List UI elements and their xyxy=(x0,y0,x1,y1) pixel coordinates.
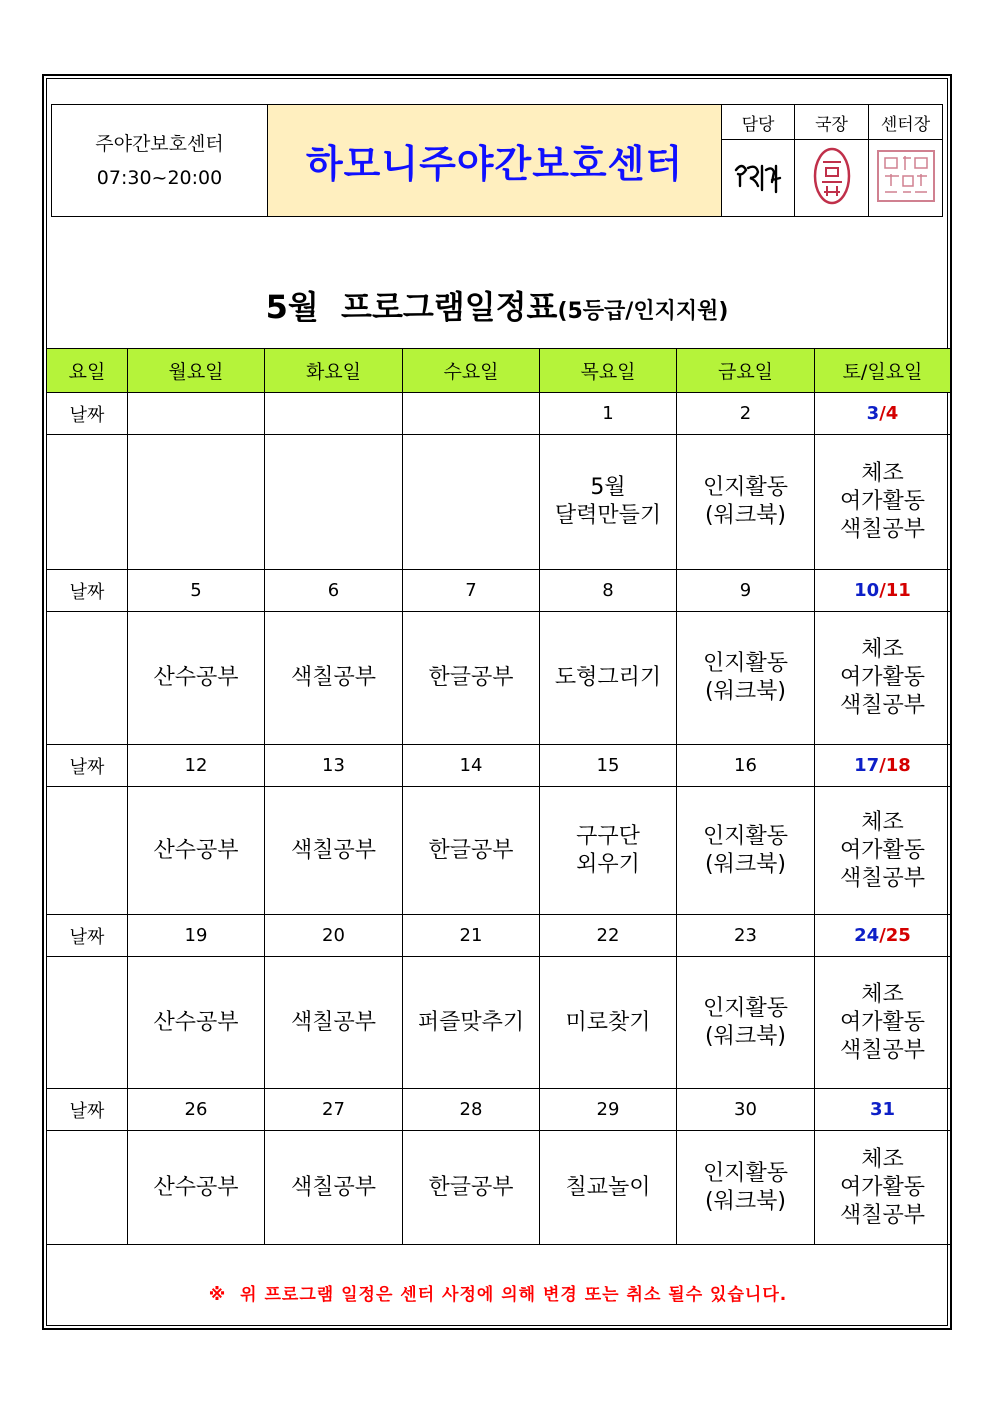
operating-hours: 07:30~20:00 xyxy=(96,166,223,189)
program-text: 체조 xyxy=(861,809,904,835)
sunday-date: 25 xyxy=(885,925,911,946)
program-cell xyxy=(815,435,951,570)
date-row xyxy=(47,1089,951,1131)
program-cell xyxy=(815,787,951,915)
date-row xyxy=(47,745,951,787)
date-separator: / xyxy=(879,755,886,776)
signature-image xyxy=(730,156,786,196)
program-cell xyxy=(677,1131,815,1245)
program-text: 체조 xyxy=(861,637,904,662)
program-cell xyxy=(265,435,403,570)
program-text: 5월 xyxy=(590,475,626,500)
program-text: 여가활동 xyxy=(839,1174,925,1200)
program-row xyxy=(47,435,951,570)
date-cell: 21 xyxy=(403,915,540,957)
sunday-date: 11 xyxy=(885,580,911,601)
saturday-date: 24 xyxy=(854,925,880,946)
program-row-label xyxy=(47,1131,128,1245)
date-row-label: 날짜 xyxy=(47,570,128,612)
center-info xyxy=(52,105,268,217)
date-cell xyxy=(265,393,403,435)
program-cell xyxy=(677,957,815,1089)
saturday-date: 17 xyxy=(854,755,880,776)
header-table xyxy=(51,104,943,217)
program-cell xyxy=(403,612,540,745)
weekend-date-cell xyxy=(815,1089,951,1131)
sunday-date: 4 xyxy=(885,403,899,424)
date-cell: 2 xyxy=(677,393,815,435)
date-row xyxy=(47,393,951,435)
program-cell xyxy=(540,612,677,745)
date-cell: 12 xyxy=(128,745,265,787)
program-cell xyxy=(128,1131,265,1245)
saturday-date: 3 xyxy=(866,403,880,424)
program-text: 색칠공부 xyxy=(839,517,925,542)
sunday-date: 18 xyxy=(885,755,911,776)
program-cell xyxy=(128,787,265,915)
program-cell xyxy=(815,612,951,745)
approval-label-director: 국장 xyxy=(795,105,869,140)
date-cell: 8 xyxy=(540,570,677,612)
approval-label-staff: 담당 xyxy=(722,105,795,140)
col-header-thursday: 목요일 xyxy=(540,349,677,393)
program-cell xyxy=(403,957,540,1089)
program-cell xyxy=(540,787,677,915)
program-text: 색칠공부 xyxy=(839,865,925,891)
program-text: (워크북) xyxy=(705,1023,786,1049)
program-cell xyxy=(677,787,815,915)
saturday-date: 10 xyxy=(854,580,880,601)
program-cell xyxy=(265,612,403,745)
program-text: 산수공부 xyxy=(153,1174,239,1200)
date-row-label: 날짜 xyxy=(47,745,128,787)
date-cell: 23 xyxy=(677,915,815,957)
center-head-stamp xyxy=(869,140,943,217)
square-seal-stamp xyxy=(875,148,937,204)
date-separator: / xyxy=(879,925,886,946)
date-cell: 15 xyxy=(540,745,677,787)
date-cell: 9 xyxy=(677,570,815,612)
program-text: 한글공부 xyxy=(428,837,514,863)
program-text: 색칠공부 xyxy=(290,665,376,690)
program-cell xyxy=(128,435,265,570)
date-cell: 30 xyxy=(677,1089,815,1131)
col-header-weekend: 토/일요일 xyxy=(815,349,951,393)
col-header-wednesday: 수요일 xyxy=(403,349,540,393)
program-text: 색칠공부 xyxy=(839,1037,925,1063)
program-text: 산수공부 xyxy=(153,665,239,690)
title-main: 5월 프로그램일정표 xyxy=(265,288,558,326)
program-row xyxy=(47,957,951,1089)
date-cell: 5 xyxy=(128,570,265,612)
program-text: 한글공부 xyxy=(428,665,514,690)
program-cell xyxy=(677,435,815,570)
program-text: 퍼즐맞추기 xyxy=(417,1009,525,1035)
weekend-date-cell xyxy=(815,745,951,787)
date-cell: 13 xyxy=(265,745,403,787)
program-text: 인지활동 xyxy=(702,475,788,500)
program-cell xyxy=(403,787,540,915)
date-row xyxy=(47,570,951,612)
date-cell xyxy=(128,393,265,435)
program-text: 인지활동 xyxy=(702,651,788,676)
program-row-label xyxy=(47,787,128,915)
col-header-tuesday: 화요일 xyxy=(265,349,403,393)
col-header-monday: 월요일 xyxy=(128,349,265,393)
program-text: 여가활동 xyxy=(839,837,925,863)
program-row xyxy=(47,787,951,915)
program-cell xyxy=(265,1131,403,1245)
approval-label-center-head: 센터장 xyxy=(869,105,943,140)
program-text: 한글공부 xyxy=(428,1174,514,1200)
program-text: 체조 xyxy=(861,461,904,486)
program-cell xyxy=(265,787,403,915)
date-cell: 6 xyxy=(265,570,403,612)
program-row-label xyxy=(47,435,128,570)
date-cell: 16 xyxy=(677,745,815,787)
program-text: 미로찾기 xyxy=(565,1009,651,1035)
program-text: 인지활동 xyxy=(702,995,788,1021)
date-separator: / xyxy=(879,580,886,601)
program-cell xyxy=(540,957,677,1089)
schedule-table xyxy=(46,348,951,1245)
program-text: 산수공부 xyxy=(153,837,239,863)
col-header-label: 요일 xyxy=(47,349,128,393)
program-text: 여가활동 xyxy=(839,1009,925,1035)
program-text: 색칠공부 xyxy=(839,693,925,718)
director-stamp xyxy=(795,140,869,217)
program-cell xyxy=(815,957,951,1089)
program-text: 체조 xyxy=(861,1146,904,1172)
date-cell: 22 xyxy=(540,915,677,957)
program-text: (워크북) xyxy=(705,679,786,704)
program-text: 도형그리기 xyxy=(554,665,662,690)
date-cell: 29 xyxy=(540,1089,677,1131)
saturday-date: 31 xyxy=(869,1099,896,1120)
date-cell: 28 xyxy=(403,1089,540,1131)
program-cell xyxy=(677,612,815,745)
program-text: 산수공부 xyxy=(153,1009,239,1035)
date-cell: 27 xyxy=(265,1089,403,1131)
program-text: 색칠공부 xyxy=(839,1202,925,1228)
program-text: 색칠공부 xyxy=(290,1009,376,1035)
title-sub: (5등급/인지지원) xyxy=(557,299,729,324)
program-text: 여가활동 xyxy=(839,665,925,690)
program-text: 외우기 xyxy=(576,851,640,877)
date-cell: 20 xyxy=(265,915,403,957)
weekend-date-cell xyxy=(815,393,951,435)
program-text: 여가활동 xyxy=(839,489,925,514)
date-cell: 19 xyxy=(128,915,265,957)
program-text: 인지활동 xyxy=(702,1160,788,1186)
date-cell: 26 xyxy=(128,1089,265,1131)
staff-signature xyxy=(722,140,795,217)
date-cell: 1 xyxy=(540,393,677,435)
program-cell xyxy=(540,435,677,570)
date-cell: 7 xyxy=(403,570,540,612)
weekday-header-row xyxy=(47,349,951,393)
program-text: 인지활동 xyxy=(702,823,788,849)
program-text: 칠교놀이 xyxy=(565,1174,651,1200)
program-text: (워크북) xyxy=(705,851,786,877)
program-cell xyxy=(128,612,265,745)
center-type: 주야간보호센터 xyxy=(95,132,224,155)
program-text: 색칠공부 xyxy=(290,1174,376,1200)
date-row-label: 날짜 xyxy=(47,1089,128,1131)
program-text: 달력만들기 xyxy=(554,503,662,528)
program-text: (워크북) xyxy=(705,503,786,528)
program-row xyxy=(47,612,951,745)
date-cell xyxy=(403,393,540,435)
weekend-date-cell xyxy=(815,570,951,612)
col-header-friday: 금요일 xyxy=(677,349,815,393)
program-cell xyxy=(403,435,540,570)
document-title xyxy=(46,282,948,328)
program-row-label xyxy=(47,612,128,745)
program-row xyxy=(47,1131,951,1245)
program-cell xyxy=(128,957,265,1089)
program-row-label xyxy=(47,957,128,1089)
program-text: 구구단 xyxy=(576,823,640,849)
program-text: 색칠공부 xyxy=(290,837,376,863)
program-cell xyxy=(540,1131,677,1245)
date-separator: / xyxy=(879,403,886,424)
date-cell: 14 xyxy=(403,745,540,787)
program-text: (워크북) xyxy=(705,1188,786,1214)
date-row xyxy=(47,915,951,957)
program-text: 체조 xyxy=(861,981,904,1007)
notice-text: ※ 위 프로그램 일정은 센터 사정에 의해 변경 또는 취소 될수 있습니다. xyxy=(208,1285,788,1305)
date-row-label: 날짜 xyxy=(47,915,128,957)
center-name-title: 하모니주야간보호센터 xyxy=(268,105,722,217)
program-cell xyxy=(815,1131,951,1245)
program-cell xyxy=(265,957,403,1089)
weekend-date-cell xyxy=(815,915,951,957)
program-cell xyxy=(403,1131,540,1245)
date-row-label: 날짜 xyxy=(47,393,128,435)
round-seal-stamp xyxy=(812,146,852,206)
